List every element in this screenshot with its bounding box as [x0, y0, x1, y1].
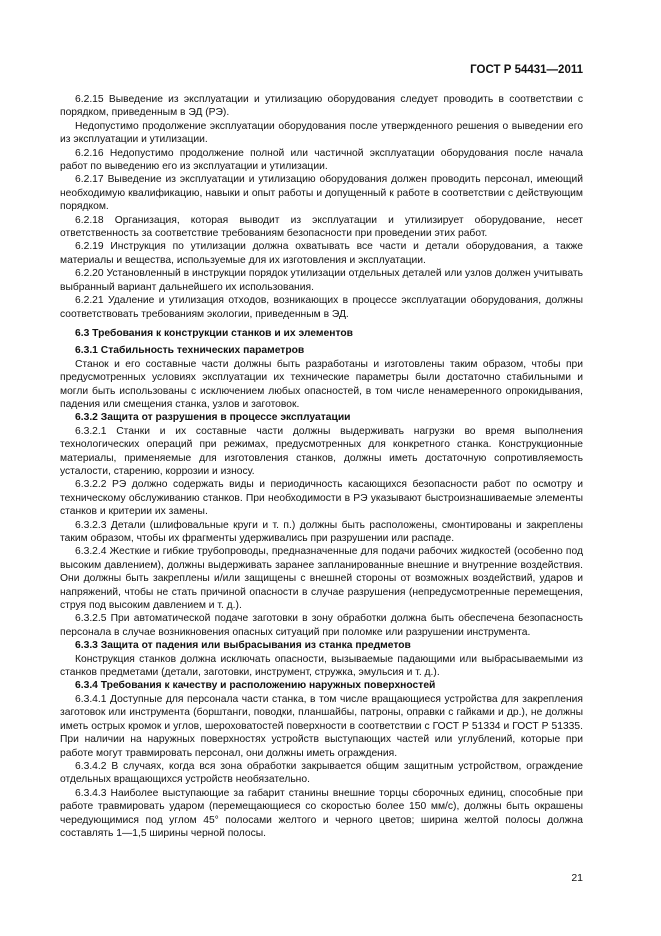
document-number: ГОСТ Р 54431—2011 [470, 64, 583, 76]
paragraph-6-3-2-2: 6.3.2.2 РЭ должно содержать виды и периодичность касающихся безопасности работ по осмотру и техническому обслуживанию станков. При необходимости в РЭ указывают быстроизнашиваемые элементы станков и критерии их замены. [60, 479, 583, 518]
paragraph-6-3-2-5: 6.3.2.5 При автоматической подаче заготовки в зону обработки должна быть обеспечена безопасность персонала в случае возникновения опасных ситуаций при поломке или разрушении инструмента. [60, 613, 583, 638]
page-body [60, 93, 583, 840]
subsection-heading-6-3-3: 6.3.3 Защита от падения или выбрасывания из станка предметов [75, 640, 411, 652]
paragraph-6-2-21: 6.2.21 Удаление и утилизация отходов, возникающих в процессе эксплуатации оборудования, должны соответствовать требованиям экологии, приведенным в ЭД. [60, 295, 583, 320]
paragraph-6-3-2-3: 6.3.2.3 Детали (шлифовальные круги и т. п.) должны быть расположены, смонтированы и закреплены таким образом, чтобы их фрагменты удерживались при разрушении или распаде. [60, 519, 583, 544]
paragraph-6-3-4-1: 6.3.4.1 Доступные для персонала части станка, в том числе вращающиеся устройства для закрепления заготовок или инструмента (борштанги, поводки, планшайбы, патроны, оправки с гайками и др.), не должны иметь острых кромок и углов, шероховатостей поверхности в соответствии с ГОСТ Р 51334 и ГОСТ Р 51335. При наличии на наружных поверхностях устройств выступающих частей или углублений, которые при работе могут травмировать персонал, они должны иметь ограждения. [60, 693, 583, 759]
subsection-heading-6-3-2: 6.3.2 Защита от разрушения в процессе эксплуатации [75, 412, 351, 424]
paragraph-6-2-20: 6.2.20 Установленный в инструкции порядок утилизации отдельных деталей или узлов должен учитывать выбранный вариант дальнейшего их использования. [60, 268, 583, 293]
paragraph-6-2-19: 6.2.19 Инструкция по утилизации должна охватывать все части и детали оборудования, а также материалы и вещества, используемые для их изготовления и эксплуатации. [60, 241, 583, 266]
paragraph-6-3-2-4: 6.3.2.4 Жесткие и гибкие трубопроводы, предназначенные для подачи рабочих жидкостей (особенно под высоким давлением), должны выдерживать заранее запланированные внешние и внутренние воздействия. Они должны быть закреплены и/или защищены с внешней стороны от возможных воздействий, ударов и напряжений, чтобы не стать причиной опасности в случае разрушения (непредусмотренные перемещения, струя под высоким давлением и т. д.). [60, 546, 583, 612]
paragraph-6-2-15-note: Недопустимо продолжение эксплуатации оборудования после утвержденного решения о выведении его из эксплуатации и утилизации. [60, 120, 583, 146]
paragraph-6-3-3: Конструкция станков должна исключать опасности, вызываемые падающими или выбрасываемыми из станков предметами (детали, заготовки, инструмент, стружка, эмульсия и т. д.). [60, 653, 583, 679]
paragraph-6-2-18: 6.2.18 Организация, которая выводит из эксплуатации и утилизирует оборудование, несет ответственность за соответствие требованиям безопасности при проведении этих работ. [60, 214, 583, 240]
section-heading-6-3: 6.3 Требования к конструкции станков и их элементов [75, 327, 353, 339]
page-number: 21 [571, 872, 583, 884]
paragraph-6-2-17: 6.2.17 Выведение из эксплуатации и утилизацию оборудования должен проводить персонал, имеющий необходимую квалификацию, навыки и опыт работы и допущенный к работе в соответствии с действующим порядком. [60, 174, 583, 213]
subsection-heading-6-3-1: 6.3.1 Стабильность технических параметров [75, 345, 305, 357]
paragraph-6-3-4-3: 6.3.4.3 Наиболее выступающие за габарит станины внешние торцы сборочных единиц, способные при работе травмировать ударом (перемещающиеся со скоростью более 150 мм/с), должны быть окрашены чередующимися под углом 45° полосами желтого и черного цветов; ширина желтой полосы должна составлять 1—1,5 ширины черной полосы. [60, 787, 583, 839]
paragraph-6-2-16: 6.2.16 Недопустимо продолжение полной или частичной эксплуатации оборудования после начала работ по выведению его из эксплуатации и утилизации. [60, 147, 583, 173]
paragraph-6-2-15: 6.2.15 Выведение из эксплуатации и утилизацию оборудования следует проводить в соответствии с порядком, приведенным в ЭД (РЭ). [60, 94, 583, 119]
paragraph-6-3-1: Станок и его составные части должны быть разработаны и изготовлены таким образом, чтобы при предусмотренных условиях эксплуатации их технические параметры были достаточно стабильными и могли быть использованы с исключением любых опасностей, в том числе ненамеренного опрокидывания, падения или смещения станка, узлов и заготовок. [60, 358, 583, 410]
subsection-heading-6-3-4: 6.3.4 Требования к качеству и расположению наружных поверхностей [75, 680, 436, 692]
paragraph-6-3-2-1: 6.3.2.1 Станки и их составные части должны выдерживать нагрузки во время выполнения технологических операций при режимах, предусмотренных для конкретного станка. Конструкционные материалы, применяемые для изготовления станков, должны иметь достаточную сопротивляемость усталости, старению, коррозии и износу. [60, 425, 583, 477]
paragraph-6-3-4-2: 6.3.4.2 В случаях, когда вся зона обработки закрывается общим защитным устройством, ограждение отдельных вращающихся устройств необязательно. [60, 760, 583, 786]
